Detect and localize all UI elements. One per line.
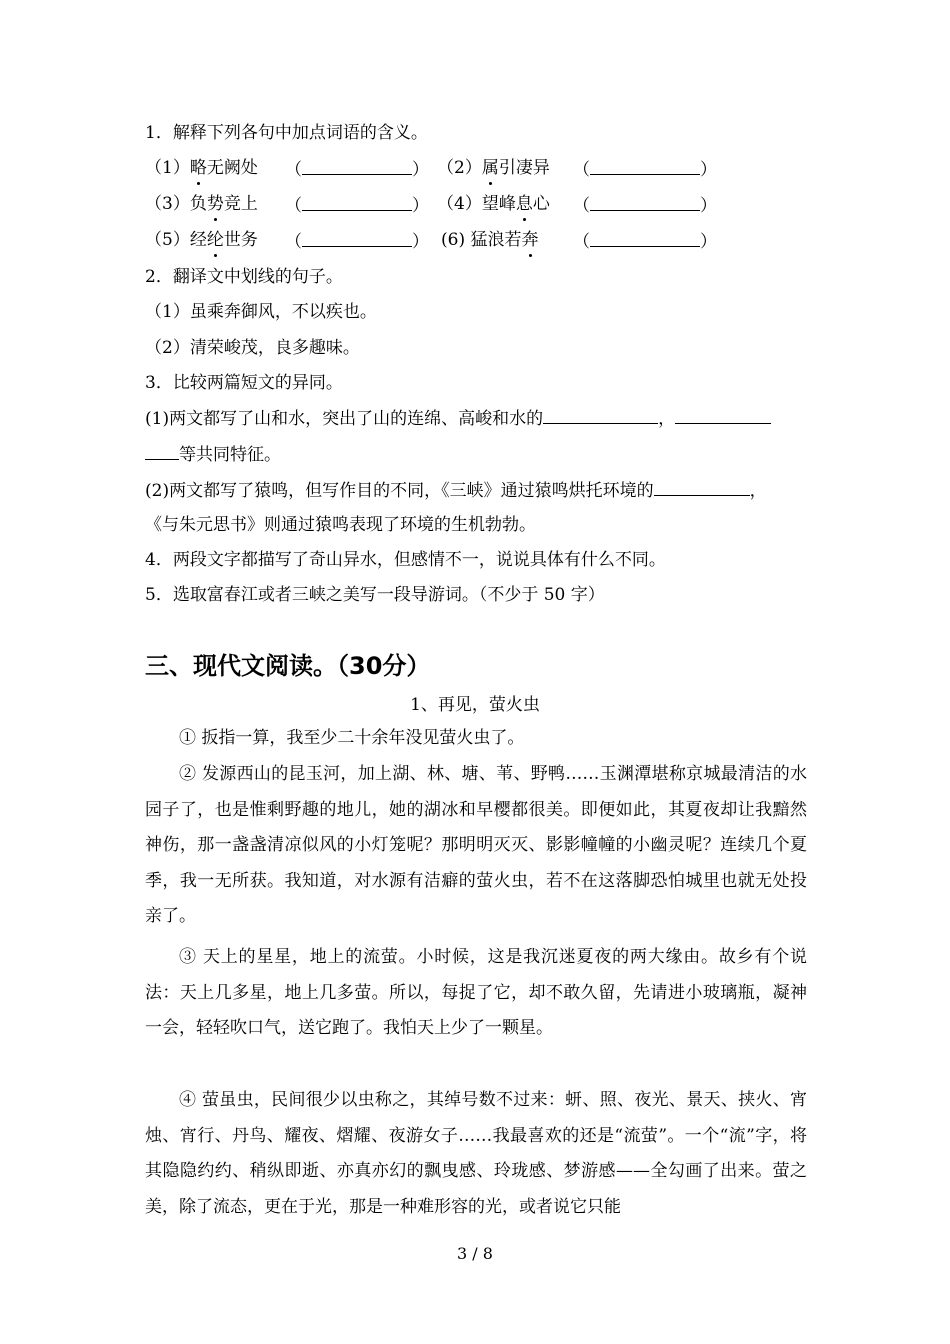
answer-blank-6[interactable]: （ ） bbox=[573, 228, 717, 254]
item-number: （5） bbox=[145, 230, 190, 250]
q3-part-1: (1)两文都写了山和水，突出了山的连绵、高峻和水的 ， bbox=[145, 405, 771, 431]
word-post: 世务 bbox=[223, 230, 258, 250]
dotted-char: 息 bbox=[515, 194, 533, 214]
word-pre: 负 bbox=[189, 194, 207, 214]
word-post: 无阙处 bbox=[206, 158, 258, 178]
answer-line[interactable] bbox=[675, 405, 771, 424]
dotted-char: 纶 bbox=[206, 230, 224, 250]
paragraph-4: ④ 萤虽虫，民间很少以虫称之，其绰号数不过来：蚈、照、夜光、景天、挟火、宵烛、宵行、丹鸟、耀夜、熠耀、夜游女子……我最喜欢的还是“流萤”。一个“流”字，将其隐隐约约、稍纵即逝、亦真亦幻的飘曳感、玲珑感、梦游感——全勾画了出来。萤之美，除了流态，更在于光，那是一种难形容的光，或者说它只能 bbox=[145, 1090, 807, 1217]
q3-part-2: (2)两文都写了猿鸣，但写作目的不同，《三峡》通过猿鸣烘托环境的 ， bbox=[145, 477, 767, 503]
q1-item-5 bbox=[145, 228, 258, 252]
answer-line[interactable] bbox=[543, 405, 658, 424]
dotted-char: 属 bbox=[481, 158, 499, 178]
word-pre: 经 bbox=[189, 230, 207, 250]
answer-blank-3[interactable]: （ ） bbox=[285, 192, 429, 218]
q1-item-2 bbox=[437, 156, 550, 180]
q3-part-2-text: (2)两文都写了猿鸣，但写作目的不同，《三峡》通过猿鸣烘托环境的 bbox=[145, 481, 654, 501]
answer-line[interactable] bbox=[302, 228, 412, 247]
q4-text: 4．两段文字都描写了奇山异水，但感情不一，说说具体有什么不同。 bbox=[145, 550, 666, 570]
page-number: 3 / 8 bbox=[457, 1244, 493, 1263]
item-number: （1） bbox=[145, 158, 190, 178]
q1-item-4 bbox=[437, 192, 550, 216]
dotted-char: 奔 bbox=[521, 230, 539, 250]
q1-row-2 bbox=[145, 192, 845, 218]
item-number: （4） bbox=[437, 194, 482, 214]
q1-item-1 bbox=[145, 156, 258, 180]
answer-line[interactable] bbox=[590, 156, 700, 175]
q3-part-1-text: (1)两文都写了山和水，突出了山的连绵、高峻和水的 bbox=[145, 409, 544, 429]
q2-sentence-2: （2）清荣峻茂，良多趣味。 bbox=[145, 338, 360, 358]
dotted-char: 势 bbox=[206, 194, 224, 214]
q1-row-3 bbox=[145, 228, 845, 254]
item-number: （2） bbox=[437, 158, 482, 178]
q2-title: 2．翻译文中划线的句子。 bbox=[145, 267, 343, 287]
answer-line[interactable] bbox=[590, 228, 700, 247]
q1-row-1 bbox=[145, 156, 845, 182]
answer-line[interactable] bbox=[302, 156, 412, 175]
answer-blank-4[interactable]: （ ） bbox=[573, 192, 717, 218]
q3-part-1-cont bbox=[145, 441, 281, 467]
q3-part-1-end: 等共同特征。 bbox=[179, 445, 281, 465]
answer-line[interactable] bbox=[654, 477, 750, 496]
q3-title: 3．比较两篇短文的异同。 bbox=[145, 373, 343, 393]
item-number: （3） bbox=[145, 194, 190, 214]
answer-blank-1[interactable]: （ ） bbox=[285, 156, 429, 182]
word-post: 心 bbox=[532, 194, 550, 214]
word-post: 竞上 bbox=[223, 194, 258, 214]
paragraph-1: ① 扳指一算，我至少二十余年没见萤火虫了。 bbox=[179, 728, 525, 748]
word-pre: 望峰 bbox=[481, 194, 516, 214]
answer-line[interactable] bbox=[145, 441, 179, 460]
word-post: 引凄异 bbox=[498, 158, 550, 178]
q1-item-3 bbox=[145, 192, 258, 216]
dotted-char: 略 bbox=[189, 158, 207, 178]
answer-blank-2[interactable]: （ ） bbox=[573, 156, 717, 182]
paragraph-2: ② 发源西山的昆玉河，加上湖、林、塘、苇、野鸭……玉渊潭堪称京城最清洁的水园子了，也是惟剩野趣的地儿，她的湖冰和早樱都很美。即便如此，其夏夜却让我黯然神伤，那一盏盏清凉似风的小灯笼呢？那明明灭灭、影影幢幢的小幽灵呢？连续几个夏季，我一无所获。我知道，对水源有洁癖的萤火虫，若不在这落脚恐怕城里也就无处投亲了。 bbox=[145, 764, 807, 927]
answer-blank-5[interactable]: （ ） bbox=[285, 228, 429, 254]
item-number: (6) bbox=[441, 230, 466, 250]
q2-sentence-1: （1）虽乘奔御风，不以疾也。 bbox=[145, 302, 377, 322]
q5-text: 5．选取富春江或者三峡之美写一段导游词。（不少于 50 字） bbox=[145, 585, 605, 605]
q3-part-2-cont: 《与朱元思书》则通过猿鸣表现了环境的生机勃勃。 bbox=[145, 515, 536, 535]
paragraph-3: ③ 天上的星星，地上的流萤。小时候，这是我沉迷夏夜的两大缘由。故乡有个说法：天上几多星，地上几多萤。所以，每捉了它，却不敢久留，先请进小玻璃瓶，凝神一会，轻轻吹口气，送它跑了。我怕天上少了一颗星。 bbox=[145, 947, 807, 1039]
q1-title: 1．解释下列各句中加点词语的含义。 bbox=[145, 123, 428, 143]
answer-line[interactable] bbox=[590, 192, 700, 211]
passage-title: 1、再见，萤火虫 bbox=[410, 695, 540, 715]
q1-item-6 bbox=[441, 228, 539, 252]
section-title: 三、现代文阅读。（30分） bbox=[145, 652, 431, 680]
word-pre: 猛浪若 bbox=[470, 230, 522, 250]
answer-line[interactable] bbox=[302, 192, 412, 211]
